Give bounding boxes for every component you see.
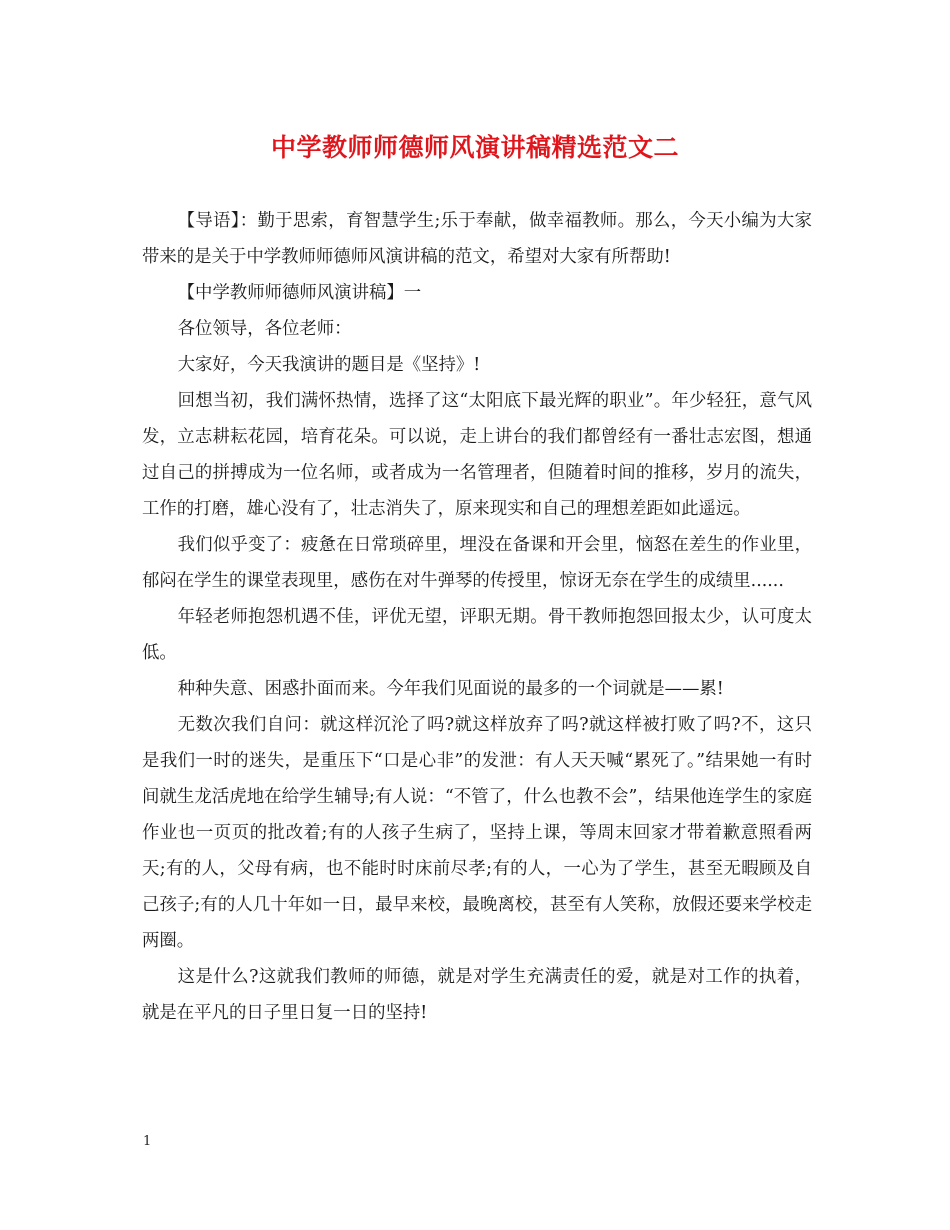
paragraph-body: 种种失意、困惑扑面而来。今年我们见面说的最多的一个词就是——累!: [177, 679, 724, 699]
document-body: [142, 203, 812, 1031]
document-title: 中学教师师德师风演讲稿精选范文二: [270, 133, 679, 162]
paragraph-body: 年轻老师抱怨机遇不佳，评优无望，评职无期。骨干教师抱怨回报太少，认可度太低。: [142, 607, 812, 663]
page-number: 1: [143, 1134, 152, 1149]
paragraph-body: 我们似乎变了：疲惫在日常琐碎里，埋没在备课和开会里，恼怒在差生的作业里，郁闷在学生的课堂表现里，感伤在对牛弹琴的传授里，惊讶无奈在学生的成绩里......: [142, 535, 812, 591]
paragraph-greeting: 大家好，今天我演讲的题目是《坚持》!: [177, 355, 481, 375]
paragraph-body: 回想当初，我们满怀热情，选择了这“太阳底下最光辉的职业”。年少轻狂，意气风发，立志耕耘花园，培育花朵。可以说，走上讲台的我们都曾经有一番壮志宏图，想通过自己的拼搏成为一位名师，或者成为一名管理者，但随着时间的推移，岁月的流失，工作的打磨，雄心没有了，壮志消失了，原来现实和自己的理想差距如此遥远。: [142, 391, 812, 519]
paragraph-section-heading: 【中学教师师德师风演讲稿】一: [177, 283, 422, 303]
paragraph-body: 这是什么?这就我们教师的师德，就是对学生充满责任的爱，就是对工作的执着，就是在平凡的日子里日复一日的坚持!: [142, 967, 812, 1023]
paragraph-intro: 【导语】：勤于思索，育智慧学生;乐于奉献，做幸福教师。那么，今天小编为大家带来的是关于中学教师师德师风演讲稿的范文，希望对大家有所帮助!: [142, 211, 812, 267]
paragraph-salutation: 各位领导，各位老师：: [177, 319, 352, 339]
paragraph-body: 无数次我们自问：就这样沉沦了吗?就这样放弃了吗?就这样被打败了吗?不，这只是我们一时的迷失，是重压下“口是心非”的发泄：有人天天喊“累死了。”结果她一有时间就生龙活虎地在给学生辅导;有人说：“不管了，什么也教不会”，结果他连学生的家庭作业也一页页的批改着;有的人孩子生病了，坚持上课，等周末回家才带着歉意照看两天;有的人，父母有病，也不能时时床前尽孝;有的人，一心为了学生，甚至无暇顾及自己孩子;有的人几十年如一日，最早来校，最晚离校，甚至有人笑称，放假还要来学校走两圈。: [142, 715, 812, 951]
